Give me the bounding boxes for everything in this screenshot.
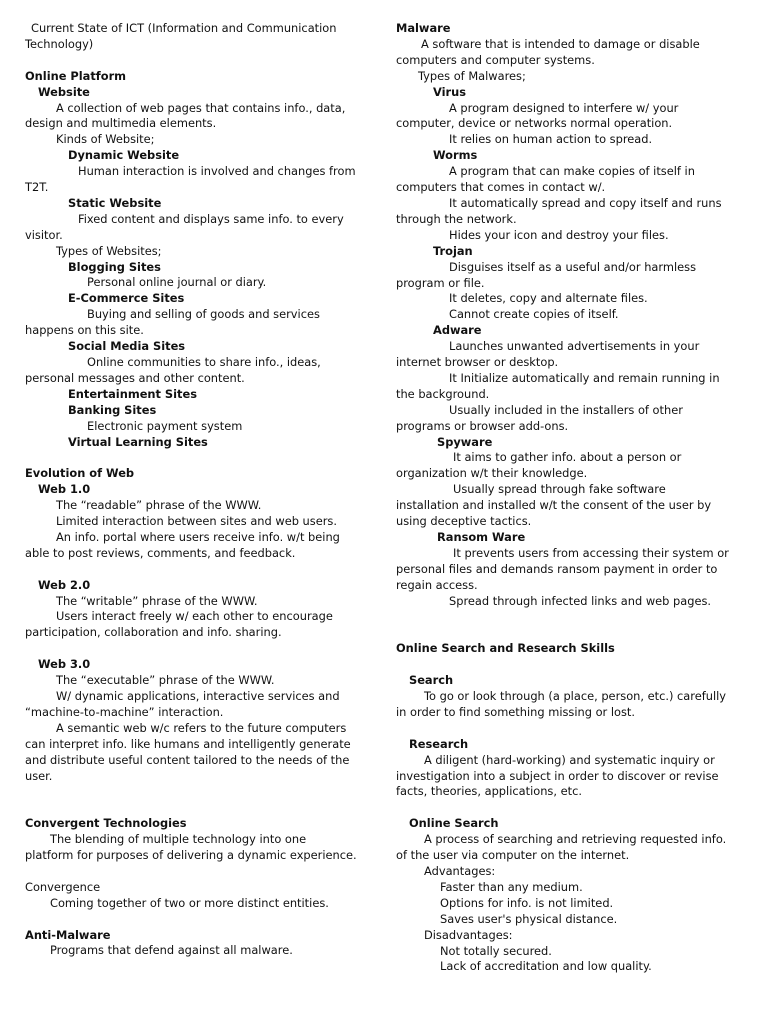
convergent-technologies-definition: The blending of multiple technology into one platform for purposes of delivering a dynamic experience. [25, 832, 357, 863]
search-heading: Search [409, 673, 454, 688]
ecommerce-sites-definition: Buying and selling of goods and services happens on this site. [25, 307, 320, 338]
disadvantages-label: Disadvantages: [424, 927, 513, 942]
web3-heading: Web 3.0 [38, 657, 91, 672]
entertainment-sites-heading: Entertainment Sites [68, 386, 197, 401]
disadvantage-item: Lack of accreditation and low quality. [440, 959, 652, 974]
dynamic-website-definition: Human interaction is involved and changes from T2T. [25, 164, 356, 195]
evolution-of-web-heading: Evolution of Web [25, 466, 135, 481]
anti-malware-definition: Programs that defend against all malware. [50, 943, 293, 958]
online-search-definition: A process of searching and retrieving requested info. of the user via computer on the internet. [396, 832, 727, 863]
convergence-definition: Coming together of two or more distinct entities. [50, 895, 329, 910]
advantages-label: Advantages: [424, 863, 496, 878]
malware-heading: Malware [396, 21, 451, 35]
anti-malware-heading: Anti-Malware [25, 927, 111, 942]
web3-point-3: A semantic web w/c refers to the future computers can interpret info. like humans and intelligently generate and distribute useful content tailored to the needs of the user. [25, 720, 351, 783]
worms-point-2: It automatically spread and copy itself and runs through the network. [396, 195, 722, 226]
adware-point-2: It Initialize automatically and remain running in the background. [396, 370, 720, 401]
virus-point-2: It relies on human action to spread. [449, 132, 653, 147]
banking-sites-definition: Electronic payment system [87, 418, 243, 433]
web1-point-1: The “readable” phrase of the WWW. [56, 498, 262, 513]
trojan-point-2: It deletes, copy and alternate files. [449, 291, 648, 306]
blogging-sites-definition: Personal online journal or diary. [87, 275, 267, 290]
banking-sites-heading: Banking Sites [68, 402, 157, 417]
web2-point-2: Users interact freely w/ each other to encourage participation, collaboration and info. sharing. [25, 609, 333, 640]
ransomware-heading: Ransom Ware [437, 530, 526, 544]
web3-point-2: W/ dynamic applications, interactive services and “machine-to-machine” interaction. [25, 689, 340, 719]
virus-heading: Virus [433, 84, 467, 99]
web3-point-1: The “executable” phrase of the WWW. [56, 673, 275, 688]
blogging-sites-heading: Blogging Sites [68, 259, 161, 274]
malware-definition: A software that is intended to damage or disable computers and computer systems. [396, 36, 700, 67]
web1-heading: Web 1.0 [38, 482, 91, 497]
types-of-websites-label: Types of Websites; [56, 243, 162, 258]
convergent-technologies-heading: Convergent Technologies [25, 816, 187, 831]
website-heading: Website [38, 84, 90, 99]
document-title: Current State of ICT (Information and Communication Technology) [25, 21, 337, 51]
search-skills-heading: Online Search and Research Skills [396, 641, 615, 656]
worms-point-3: Hides your icon and destroy your files. [449, 227, 669, 242]
web1-point-2: Limited interaction between sites and web users. [56, 514, 337, 529]
web2-point-1: The “writable” phrase of the WWW. [56, 593, 258, 608]
spyware-point-2: Usually spread through fake software installation and installed w/t the consent of the user by using deceptive tactics. [396, 482, 712, 529]
ransomware-point-1: It prevents users from accessing their system or personal files and demands ransom payment in order to regain access. [396, 545, 729, 592]
dynamic-website-heading: Dynamic Website [68, 148, 180, 163]
social-media-sites-definition: Online communities to share info., ideas, personal messages and other content. [25, 355, 321, 385]
online-platform-heading: Online Platform [25, 68, 127, 83]
adware-heading: Adware [433, 323, 482, 338]
website-definition: A collection of web pages that contains info., data, design and multimedia elements. [25, 100, 346, 131]
online-search-heading: Online Search [409, 816, 499, 831]
adware-point-1: Launches unwanted advertisements in your internet browser or desktop. [396, 339, 700, 370]
kinds-of-website-label: Kinds of Website; [56, 132, 155, 147]
worms-point-1: A program that can make copies of itself in computers that comes in contact w/. [396, 164, 695, 195]
static-website-heading: Static Website [68, 195, 162, 210]
web2-heading: Web 2.0 [38, 577, 91, 592]
advantage-item: Faster than any medium. [440, 879, 583, 894]
research-definition: A diligent (hard-working) and systematic inquiry or investigation into a subject in order to discover or revise facts, theories, applications, etc. [396, 752, 719, 799]
trojan-point-3: Cannot create copies of itself. [449, 307, 619, 322]
research-heading: Research [409, 736, 469, 751]
disadvantage-item: Not totally secured. [440, 943, 552, 958]
ransomware-point-2: Spread through infected links and web pages. [449, 593, 712, 608]
virtual-learning-sites-heading: Virtual Learning Sites [68, 434, 208, 449]
trojan-point-1: Disguises itself as a useful and/or harmless program or file. [396, 259, 697, 290]
social-media-sites-heading: Social Media Sites [68, 339, 186, 354]
advantage-item: Saves user's physical distance. [440, 911, 618, 926]
search-definition: To go or look through (a place, person, etc.) carefully in order to find something missing or lost. [396, 689, 727, 719]
spyware-point-1: It aims to gather info. about a person or organization w/t their knowledge. [396, 450, 682, 481]
web1-point-3: An info. portal where users receive info. w/t being able to post reviews, comments, and feedback. [25, 529, 340, 560]
left-column [25, 0, 358, 959]
right-column [396, 0, 732, 975]
ecommerce-sites-heading: E-Commerce Sites [68, 291, 185, 306]
types-of-malwares-label: Types of Malwares; [418, 68, 526, 83]
adware-point-3: Usually included in the installers of other programs or browser add-ons. [396, 402, 683, 433]
worms-heading: Worms [433, 148, 478, 163]
convergence-heading: Convergence [25, 879, 101, 894]
virus-point-1: A program designed to interfere w/ your computer, device or networks normal operation. [396, 100, 679, 131]
advantage-item: Options for info. is not limited. [440, 895, 614, 910]
trojan-heading: Trojan [433, 243, 473, 258]
spyware-heading: Spyware [437, 434, 493, 449]
static-website-definition: Fixed content and displays same info. to every visitor. [25, 211, 344, 242]
